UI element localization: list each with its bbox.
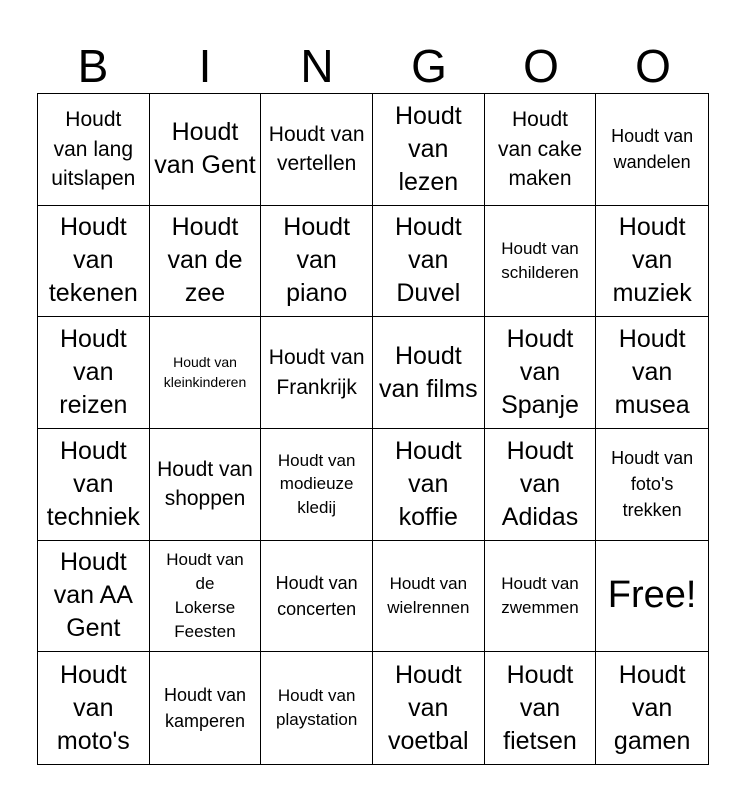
- bingo-cell[interactable]: [150, 652, 262, 764]
- bingo-cell-text: Houdt van wielrennen: [387, 574, 470, 617]
- header-letter-i: I: [198, 39, 212, 92]
- bingo-cell[interactable]: [38, 541, 150, 653]
- bingo-cell-text: Houdt van reizen: [59, 325, 128, 420]
- bingo-cell[interactable]: [150, 94, 262, 206]
- header-letter-o-2: O: [635, 39, 671, 92]
- bingo-cell-text: Houdt van playstation: [276, 686, 358, 730]
- bingo-cell-text: Houdt van de zee: [167, 213, 243, 308]
- bingo-cell-text: Houdt van piano: [283, 213, 351, 308]
- bingo-cell-text: Houdt van schilderen: [501, 239, 579, 282]
- bingo-cell-text: Houdt van films: [379, 341, 478, 403]
- bingo-cell[interactable]: [373, 317, 485, 429]
- bingo-cell[interactable]: [485, 429, 597, 541]
- bingo-cell-text: Houdt van AA Gent: [53, 548, 133, 643]
- bingo-cell-text: Houdt van modieuze kledij: [277, 450, 356, 518]
- bingo-header: [37, 38, 709, 93]
- bingo-cell[interactable]: [261, 94, 373, 206]
- bingo-cell[interactable]: [596, 94, 708, 206]
- bingo-cell[interactable]: [38, 652, 150, 764]
- bingo-cell[interactable]: [261, 317, 373, 429]
- bingo-cell-text: Houdt van shoppen: [157, 457, 253, 511]
- free-space[interactable]: [596, 541, 708, 653]
- bingo-cell-text: Houdt van Frankrijk: [268, 346, 365, 399]
- free-space-label: Free!: [607, 574, 697, 617]
- bingo-cell-text: Houdt van Gent: [154, 118, 256, 180]
- bingo-cell[interactable]: [261, 541, 373, 653]
- bingo-cell-text: Houdt van de Lokerse Feesten: [166, 550, 244, 641]
- bingo-board: [37, 93, 709, 765]
- bingo-cell[interactable]: [261, 429, 373, 541]
- bingo-cell[interactable]: [373, 94, 485, 206]
- bingo-cell[interactable]: [373, 206, 485, 318]
- bingo-cell[interactable]: [596, 317, 708, 429]
- bingo-cell-text: Houdt van Duvel: [394, 213, 462, 308]
- bingo-cell[interactable]: [373, 652, 485, 764]
- bingo-cell[interactable]: [150, 429, 262, 541]
- bingo-cell-text: Houdt van voetbal: [388, 660, 469, 755]
- bingo-cell-text: Houdt van techniek: [46, 436, 140, 531]
- bingo-cell[interactable]: [596, 429, 708, 541]
- bingo-cell-text: Houdt van zwemmen: [501, 574, 579, 617]
- bingo-cell[interactable]: [261, 652, 373, 764]
- bingo-cell-text: Houdt van lezen: [394, 101, 462, 196]
- bingo-cell-text: Houdt van fietsen: [503, 660, 577, 755]
- header-letter-g: G: [411, 39, 447, 92]
- bingo-cell-text: Houdt van foto's trekken: [611, 448, 694, 521]
- bingo-cell[interactable]: [38, 206, 150, 318]
- bingo-cell[interactable]: [485, 317, 597, 429]
- bingo-cell[interactable]: [596, 206, 708, 318]
- bingo-cell[interactable]: [150, 541, 262, 653]
- bingo-cell[interactable]: [38, 94, 150, 206]
- bingo-cell[interactable]: [485, 541, 597, 653]
- bingo-cell-text: Houdt van lang uitslapen: [51, 108, 136, 191]
- bingo-cell[interactable]: [150, 206, 262, 318]
- header-letter-o: O: [523, 39, 559, 92]
- bingo-cell[interactable]: [38, 317, 150, 429]
- bingo-cell[interactable]: [485, 94, 597, 206]
- bingo-cell[interactable]: [150, 317, 262, 429]
- bingo-cell-text: Houdt van wandelen: [611, 126, 694, 173]
- bingo-cell-text: Houdt van cake maken: [497, 108, 583, 191]
- bingo-cell-text: Houdt van vertellen: [268, 122, 365, 176]
- bingo-cell[interactable]: [38, 429, 150, 541]
- header-letter-n: N: [300, 39, 334, 92]
- bingo-cell[interactable]: [485, 206, 597, 318]
- header-letter-b: B: [77, 39, 109, 92]
- bingo-cell-text: Houdt van koffie: [394, 436, 462, 531]
- bingo-cell-text: Houdt van musea: [614, 325, 690, 420]
- bingo-cell-text: Houdt van kamperen: [163, 685, 247, 732]
- bingo-cell[interactable]: [596, 652, 708, 764]
- bingo-cell-text: Houdt van gamen: [613, 660, 691, 755]
- bingo-cell-text: Houdt van muziek: [612, 213, 692, 308]
- bingo-cell-text: Houdt van Adidas: [501, 436, 579, 531]
- bingo-cell-text: Houdt van kleinkinderen: [163, 354, 247, 390]
- bingo-cell[interactable]: [485, 652, 597, 764]
- bingo-cell-text: Houdt van moto's: [56, 660, 130, 755]
- bingo-cell-text: Houdt van concerten: [275, 572, 358, 619]
- bingo-cell-text: Houdt van Spanje: [501, 325, 579, 420]
- bingo-cell-text: Houdt van tekenen: [48, 213, 138, 308]
- bingo-cell[interactable]: [373, 541, 485, 653]
- bingo-cell[interactable]: [261, 206, 373, 318]
- bingo-cell[interactable]: [373, 429, 485, 541]
